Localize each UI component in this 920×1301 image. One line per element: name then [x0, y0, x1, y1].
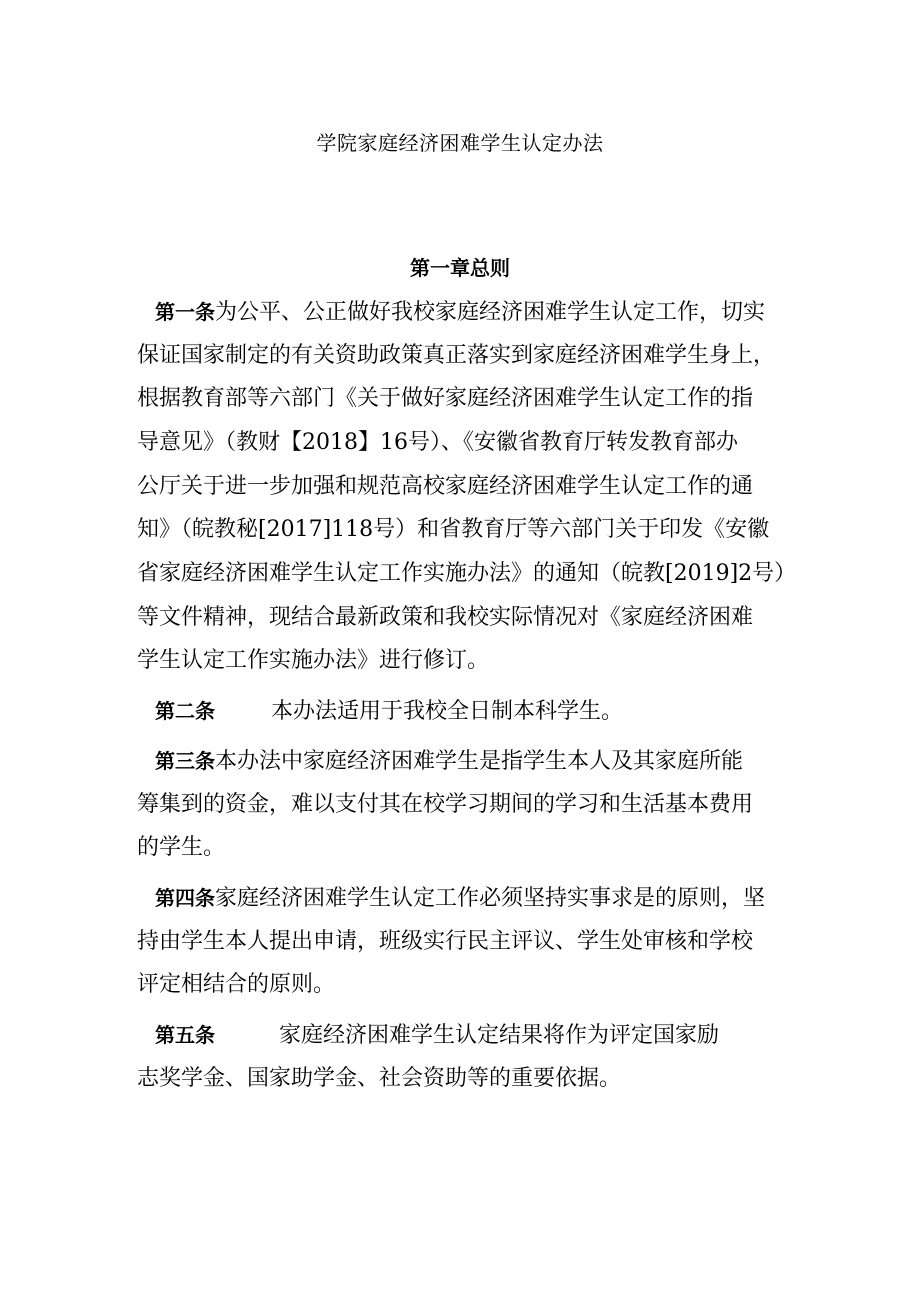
- article-3-label: 第三条: [155, 749, 215, 773]
- article-5-label: 第五条: [155, 1023, 215, 1047]
- article-1-text: 为公平、公正做好我校家庭经济困难学生认定工作，切实: [215, 300, 766, 325]
- article-1-line-9: 学生认定工作实施办法》进行修订。: [137, 648, 490, 673]
- article-4-label: 第四条: [155, 886, 215, 910]
- article-1-line-8: 等文件精神，现结合最新政策和我校实际情况对《家庭经济困难: [137, 605, 754, 630]
- article-3-line-3: 的学生。: [137, 835, 226, 860]
- article-1-line-7: 省家庭经济困难学生认定工作实施办法》的通知（皖教[2019]2号）: [137, 561, 797, 586]
- article-1-line-3: 根据教育部等六部门《关于做好家庭经济困难学生认定工作的指: [137, 386, 754, 411]
- article-4-line-1: [155, 883, 765, 914]
- article-3-line-1: [155, 746, 743, 777]
- article-1-line-2: 保证国家制定的有关资助政策真正落实到家庭经济困难学生身上，: [137, 343, 776, 368]
- article-2-line-1: [155, 696, 623, 727]
- article-1-label: 第一条: [155, 300, 215, 324]
- article-4-line-2: 持由学生本人提出申请，班级实行民主评议、学生处审核和学校: [137, 929, 754, 954]
- document-title: 学院家庭经济困难学生认定办法: [316, 131, 604, 155]
- article-1-line-5: 公厅关于进一步加强和规范高校家庭经济困难学生认定工作的通: [137, 474, 754, 499]
- article-1-line-1: [155, 297, 765, 328]
- article-3-line-2: 筹集到的资金，难以支付其在校学习期间的学习和生活基本费用: [137, 792, 754, 817]
- article-2-label: 第二条: [155, 699, 215, 723]
- chapter-heading: 第一章总则: [410, 256, 510, 280]
- article-1-line-6: 知》（皖教秘[2017]118号）和省教育厅等六部门关于印发《安徽: [137, 517, 770, 542]
- article-5-text: 家庭经济困难学生认定结果将作为评定国家励: [279, 1023, 720, 1048]
- article-3-text: 本办法中家庭经济困难学生是指学生本人及其家庭所能: [215, 749, 744, 774]
- article-4-line-3: 评定相结合的原则。: [137, 972, 336, 997]
- article-5-line-2: 志奖学金、国家助学金、社会资助等的重要依据。: [137, 1066, 622, 1091]
- article-1-line-4: 导意见》（教财【2018】16号）、《安徽省教育厅转发教育部办: [137, 430, 738, 455]
- article-5-line-1: [155, 1020, 719, 1051]
- article-2-text: 本办法适用于我校全日制本科学生。: [271, 699, 624, 724]
- article-4-text: 家庭经济困难学生认定工作必须坚持实事求是的原则，坚: [215, 886, 766, 911]
